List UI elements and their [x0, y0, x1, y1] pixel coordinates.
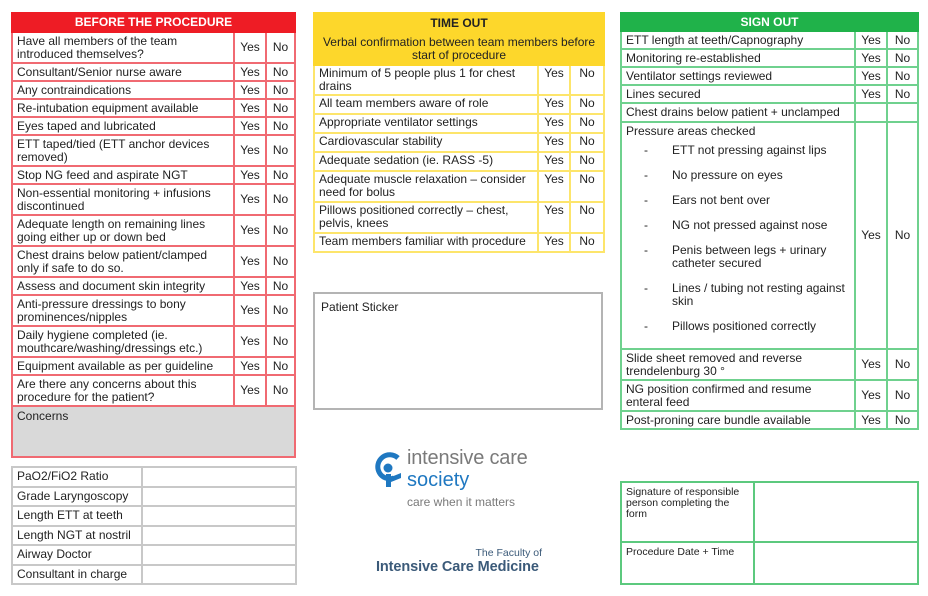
procedure-date-field[interactable]: [754, 542, 918, 584]
yes-option[interactable]: Yes: [855, 31, 887, 49]
before-procedure-title: BEFORE THE PROCEDURE: [12, 13, 295, 32]
checklist-row: [621, 67, 918, 85]
list-item: [644, 144, 850, 157]
checklist-row: [12, 277, 295, 295]
bullet-text: NG not pressed against nose: [672, 218, 828, 232]
checklist-item: Post-proning care bundle available: [621, 411, 855, 429]
checklist-item: Adequate muscle relaxation – consider need for bolus: [314, 171, 538, 202]
no-option[interactable]: No: [570, 233, 604, 252]
list-item: [644, 244, 850, 270]
bullet-text: Ears not bent over: [672, 193, 771, 207]
no-option[interactable]: No: [887, 411, 918, 429]
procedure-info-table: [11, 466, 297, 585]
no-option[interactable]: No: [266, 295, 295, 326]
no-option[interactable]: No: [266, 32, 295, 63]
info-label: Length NGT at nostril: [12, 526, 142, 546]
info-label: Length ETT at teeth: [12, 506, 142, 526]
no-option[interactable]: No: [266, 117, 295, 135]
concerns-field[interactable]: Concerns: [12, 406, 295, 457]
yes-option[interactable]: Yes: [234, 326, 266, 357]
no-option[interactable]: No: [266, 215, 295, 246]
checklist-item: ETT taped/tied (ETT anchor devices removed): [12, 135, 234, 166]
pressure-areas-cell: [621, 122, 855, 349]
ngt-length-field[interactable]: [142, 526, 296, 546]
checklist-row: [12, 117, 295, 135]
yes-option[interactable]: Yes: [234, 63, 266, 81]
time-out-checklist: [313, 12, 605, 253]
checklist-item: Chest drains below patient/clamped only if safe to do so.: [12, 246, 234, 277]
no-option[interactable]: No: [266, 184, 295, 215]
pressure-areas-label: Pressure areas checked: [626, 124, 756, 138]
yes-option[interactable]: Yes: [855, 380, 887, 411]
checklist-item: Appropriate ventilator settings: [314, 114, 538, 133]
list-item: [644, 194, 850, 207]
checklist-row: [314, 152, 604, 171]
laryngoscopy-grade-field[interactable]: [142, 487, 296, 507]
checklist-item: Re-intubation equipment available: [12, 99, 234, 117]
no-option[interactable]: No: [266, 277, 295, 295]
yes-option[interactable]: Yes: [234, 117, 266, 135]
no-option[interactable]: No: [266, 326, 295, 357]
yes-option[interactable]: Yes: [234, 295, 266, 326]
ics-person-icon: [374, 452, 404, 488]
checklist-row: [12, 135, 295, 166]
checklist-item: Cardiovascular stability: [314, 133, 538, 152]
checklist-item: Anti-pressure dressings to bony prominences/nipples: [12, 295, 234, 326]
yes-option[interactable]: Yes: [538, 202, 570, 233]
no-option[interactable]: No: [266, 135, 295, 166]
yes-option[interactable]: Yes: [855, 122, 887, 349]
checklist-row: [621, 31, 918, 49]
checklist-row: [12, 215, 295, 246]
dash-bullet-icon: -: [644, 281, 648, 295]
bullet-text: Pillows positioned correctly: [672, 319, 817, 333]
checklist-row: [621, 411, 918, 429]
signature-table: [620, 481, 919, 585]
sign-out-checklist: [620, 12, 919, 430]
pao2-fio2-field[interactable]: [142, 467, 296, 487]
checklist-row: [621, 85, 918, 103]
checklist-item: Daily hygiene completed (ie. mouthcare/washing/dressings etc.): [12, 326, 234, 357]
yes-option[interactable]: Yes: [538, 233, 570, 252]
checklist-item: Monitoring re-established: [621, 49, 855, 67]
time-out-subtitle: Verbal confirmation between team members before start of procedure: [314, 33, 604, 65]
checklist-item: Pillows positioned correctly – chest, pelvis, knees: [314, 202, 538, 233]
bullet-text: Penis between legs + urinary catheter secured: [672, 243, 827, 270]
bullet-text: No pressure on eyes: [672, 168, 783, 182]
checklist-row: [621, 380, 918, 411]
ficm-logo-line1: The Faculty of: [475, 547, 542, 559]
checklist-item: Ventilator settings reviewed: [621, 67, 855, 85]
dash-bullet-icon: -: [644, 218, 648, 232]
no-option[interactable]: No: [266, 246, 295, 277]
checklist-row: [12, 375, 295, 406]
checklist-item: Adequate sedation (ie. RASS -5): [314, 152, 538, 171]
checklist-row: [12, 357, 295, 375]
dash-bullet-icon: -: [644, 193, 648, 207]
checklist-item: Are there any concerns about this procedure for the patient?: [12, 375, 234, 406]
time-out-title: TIME OUT: [314, 13, 604, 33]
checklist-item: Equipment available as per guideline: [12, 357, 234, 375]
list-item: [644, 320, 850, 333]
ics-logo-line1: intensive care: [407, 447, 528, 469]
no-option[interactable]: No: [887, 31, 918, 49]
no-option[interactable]: No: [887, 380, 918, 411]
info-label: PaO2/FiO2 Ratio: [12, 467, 142, 487]
ics-tagline: care when it matters: [407, 495, 516, 509]
bullet-text: ETT not pressing against lips: [672, 143, 827, 157]
yes-option[interactable]: Yes: [234, 184, 266, 215]
checklist-item: Any contraindications: [12, 81, 234, 99]
yes-option[interactable]: Yes: [234, 135, 266, 166]
checklist-item: Chest drains below patient + unclamped: [621, 103, 855, 122]
no-option[interactable]: No: [887, 122, 918, 349]
no-option[interactable]: No: [887, 67, 918, 85]
info-row: [12, 545, 296, 565]
info-label: Grade Laryngoscopy: [12, 487, 142, 507]
checklist-item: Lines secured: [621, 85, 855, 103]
checklist-item: ETT length at teeth/Capnography: [621, 31, 855, 49]
checklist-item: Slide sheet removed and reverse trendelenburg 30 °: [621, 349, 855, 380]
checklist-item: Have all members of the team introduced themselves?: [12, 32, 234, 63]
dash-bullet-icon: -: [644, 243, 648, 257]
checklist-row: [12, 295, 295, 326]
yes-option[interactable]: Yes: [538, 171, 570, 202]
bullet-text: Lines / tubing not resting against skin: [672, 281, 845, 308]
yes-option[interactable]: Yes: [855, 49, 887, 67]
yes-option[interactable]: Yes: [855, 349, 887, 380]
checklist-item: Assess and document skin integrity: [12, 277, 234, 295]
dash-bullet-icon: -: [644, 168, 648, 182]
info-row: [12, 565, 296, 585]
no-option[interactable]: No: [887, 349, 918, 380]
checklist-row: [314, 171, 604, 202]
checklist-item: Consultant/Senior nurse aware: [12, 63, 234, 81]
checklist-row: [314, 133, 604, 152]
yes-option[interactable]: Yes: [234, 277, 266, 295]
no-option[interactable]: No: [570, 65, 604, 95]
signature-label: Signature of responsible person completing the form: [621, 482, 754, 542]
yes-option[interactable]: Yes: [234, 166, 266, 184]
yes-option[interactable]: Yes: [234, 32, 266, 63]
yes-option[interactable]: Yes: [855, 411, 887, 429]
checklist-row: [12, 32, 295, 63]
no-option[interactable]: No: [570, 114, 604, 133]
list-item: [644, 169, 850, 182]
checklist-item: Eyes taped and lubricated: [12, 117, 234, 135]
no-option[interactable]: No: [266, 63, 295, 81]
checklist-item: NG position confirmed and resume enteral feed: [621, 380, 855, 411]
no-option[interactable]: No: [570, 202, 604, 233]
no-option[interactable]: No: [266, 81, 295, 99]
yes-option[interactable]: Yes: [538, 95, 570, 114]
checklist-item: Adequate length on remaining lines going either up or down bed: [12, 215, 234, 246]
info-label: Airway Doctor: [12, 545, 142, 565]
no-option[interactable]: No: [570, 152, 604, 171]
no-option[interactable]: No: [266, 357, 295, 375]
list-item: [644, 282, 850, 308]
no-option[interactable]: No: [887, 49, 918, 67]
no-option[interactable]: No: [266, 99, 295, 117]
airway-doctor-field[interactable]: [142, 545, 296, 565]
date-label: Procedure Date + Time: [621, 542, 754, 584]
checklist-row: [12, 326, 295, 357]
checklist-item: Minimum of 5 people plus 1 for chest drains: [314, 65, 538, 95]
info-row: [12, 526, 296, 546]
no-option[interactable]: No: [266, 166, 295, 184]
checklist-item: Stop NG feed and aspirate NGT: [12, 166, 234, 184]
checklist-row: [12, 63, 295, 81]
yes-option[interactable]: Yes: [855, 85, 887, 103]
info-row: [12, 487, 296, 507]
ficm-logo-line2: Intensive Care Medicine: [376, 559, 539, 575]
dash-bullet-icon: -: [644, 319, 648, 333]
checklist-row: [12, 246, 295, 277]
checklist-row: [621, 349, 918, 380]
pressure-areas-list: [626, 138, 850, 333]
checklist-item: All team members aware of role: [314, 95, 538, 114]
ics-logo-line2: society: [407, 469, 470, 491]
checklist-row: [12, 184, 295, 215]
info-row: [12, 506, 296, 526]
no-option[interactable]: No: [570, 171, 604, 202]
sign-out-title: SIGN OUT: [621, 13, 918, 31]
checklist-item: Team members familiar with procedure: [314, 233, 538, 252]
yes-option[interactable]: Yes: [855, 67, 887, 85]
checklist-row: [12, 99, 295, 117]
empty-cell: [855, 103, 887, 122]
checklist-row: [314, 65, 604, 95]
ett-length-field[interactable]: [142, 506, 296, 526]
list-item: [644, 219, 850, 232]
dash-bullet-icon: -: [644, 143, 648, 157]
no-option[interactable]: No: [570, 133, 604, 152]
checklist-item: Non-essential monitoring + infusions discontinued: [12, 184, 234, 215]
yes-option[interactable]: Yes: [538, 114, 570, 133]
no-option[interactable]: No: [887, 85, 918, 103]
patient-sticker-area[interactable]: [313, 292, 603, 410]
checklist-row: [314, 114, 604, 133]
before-procedure-checklist: [11, 12, 296, 458]
signature-row: [621, 482, 918, 542]
ics-logo: [374, 447, 554, 520]
yes-option[interactable]: Yes: [234, 81, 266, 99]
yes-option[interactable]: Yes: [234, 357, 266, 375]
checklist-row: [12, 81, 295, 99]
checklist-row: [621, 103, 918, 122]
yes-option[interactable]: Yes: [538, 152, 570, 171]
consultant-field[interactable]: [142, 565, 296, 585]
date-row: [621, 542, 918, 584]
checklist-row: [314, 233, 604, 252]
info-row: [12, 467, 296, 487]
checklist-row: [621, 49, 918, 67]
yes-option[interactable]: Yes: [234, 215, 266, 246]
pressure-areas-row: [621, 122, 918, 349]
info-label: Consultant in charge: [12, 565, 142, 585]
yes-option[interactable]: Yes: [538, 65, 570, 95]
signature-field[interactable]: [754, 482, 918, 542]
no-option[interactable]: No: [266, 375, 295, 406]
patient-sticker-label: Patient Sticker: [321, 300, 399, 314]
yes-option[interactable]: Yes: [234, 375, 266, 406]
checklist-row: [314, 95, 604, 114]
yes-option[interactable]: Yes: [538, 133, 570, 152]
yes-option[interactable]: Yes: [234, 99, 266, 117]
no-option[interactable]: No: [570, 95, 604, 114]
ficm-logo: [376, 547, 546, 575]
checklist-row: [12, 166, 295, 184]
empty-cell: [887, 103, 918, 122]
checklist-row: [314, 202, 604, 233]
yes-option[interactable]: Yes: [234, 246, 266, 277]
